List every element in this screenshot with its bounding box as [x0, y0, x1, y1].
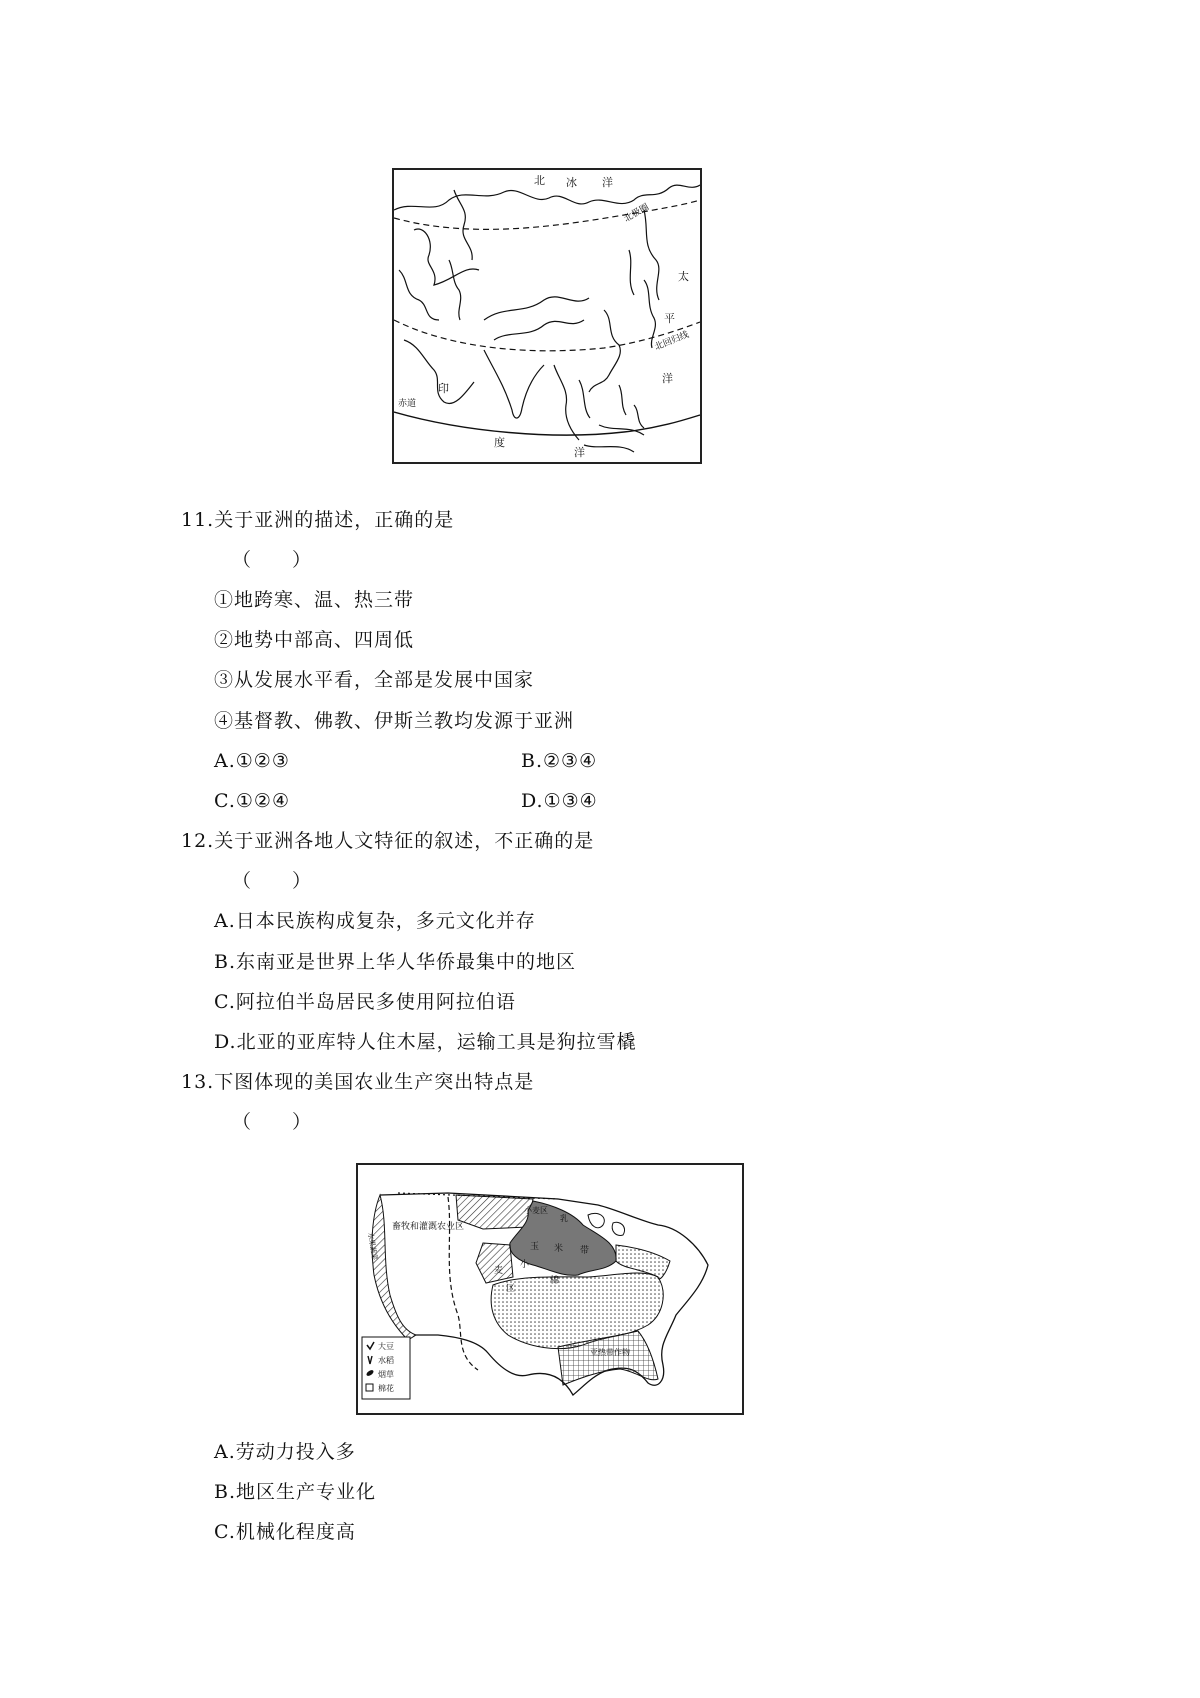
q12-option-d: D.北亚的亚库特人住木屋，运输工具是狗拉雪橇 [214, 1031, 637, 1053]
label-tai: 太 [678, 270, 689, 283]
label-arctic-circle: 北极圈 [622, 202, 651, 225]
usa-map-drawing [358, 1165, 742, 1413]
q13-answer-blank: （ ） [232, 1111, 313, 1133]
label-corn-yu: 玉 [530, 1242, 540, 1252]
label-fruit-vegetables: 水果蔬菜 [366, 1231, 379, 1261]
usa-agriculture-map [356, 1163, 744, 1415]
label-ping: 平 [664, 312, 675, 325]
q11-answer-blank: （ ） [232, 549, 313, 571]
label-cotton: 棉 [550, 1276, 560, 1286]
q11-stem: 11.关于亚洲的描述，正确的是 [181, 509, 455, 531]
label-yang-pacific: 洋 [662, 372, 673, 385]
label-ice: 冰 [566, 176, 577, 189]
label-du: 度 [494, 436, 505, 449]
q11-option-b: B.②③④ [521, 750, 598, 772]
q12-option-b: B.东南亚是世界上华人华侨最集中的地区 [214, 951, 577, 973]
q11-statement-1: ①地跨寒、温、热三带 [214, 589, 415, 611]
label-subtropical-crops: 亚热带作物 [590, 1348, 630, 1357]
q13-option-a: A.劳动力投入多 [214, 1441, 356, 1463]
q11-option-a: A.①②③ [214, 750, 290, 772]
q11-statement-4: ④基督教、佛教、伊斯兰教均发源于亚洲 [214, 710, 575, 732]
label-corn-dai: 带 [580, 1246, 590, 1256]
q11-statement-3: ③从发展水平看，全部是发展中国家 [214, 669, 535, 691]
q12-option-c: C.阿拉伯半岛居民多使用阿拉伯语 [214, 991, 516, 1013]
label-equator: 赤道 [398, 399, 417, 409]
q11-option-c: C.①②④ [214, 790, 290, 812]
label-spring-wheat: 小麦区 [524, 1206, 548, 1215]
q12-answer-blank: （ ） [232, 870, 313, 892]
label-yang-indian: 洋 [574, 446, 585, 459]
label-ocean-north: 洋 [602, 176, 613, 189]
asia-map-drawing [394, 170, 700, 462]
q12-stem: 12.关于亚洲各地人文特征的叙述，不正确的是 [181, 830, 595, 852]
label-yin: 印 [438, 382, 449, 395]
q11-statement-2: ②地势中部高、四周低 [214, 629, 415, 651]
q13-option-c: C.机械化程度高 [214, 1521, 356, 1543]
q12-option-a: A.日本民族构成复杂，多元文化并存 [214, 910, 536, 932]
label-winter-xiao: 小 [520, 1260, 530, 1270]
label-winter-qu: 区 [506, 1284, 516, 1294]
label-livestock-irrigation: 畜牧和灌溉农业区 [392, 1222, 465, 1232]
asia-map [392, 168, 702, 464]
q13-stem: 13.下图体现的美国农业生产突出特点是 [181, 1071, 535, 1093]
label-dairy-ru: 乳 [560, 1214, 568, 1223]
legend-soybean: 大豆 [378, 1342, 394, 1351]
legend-tobacco: 烟草 [378, 1370, 394, 1379]
legend-cotton: 棉花 [378, 1384, 394, 1393]
q13-option-b: B.地区生产专业化 [214, 1481, 377, 1503]
label-winter-mai: 麦 [494, 1266, 504, 1276]
label-north: 北 [534, 174, 545, 187]
q11-option-d: D.①③④ [521, 790, 598, 812]
label-corn-mi: 米 [554, 1244, 564, 1254]
label-tropic: 北回归线 [653, 330, 691, 353]
legend-rice: 水稻 [378, 1356, 394, 1365]
